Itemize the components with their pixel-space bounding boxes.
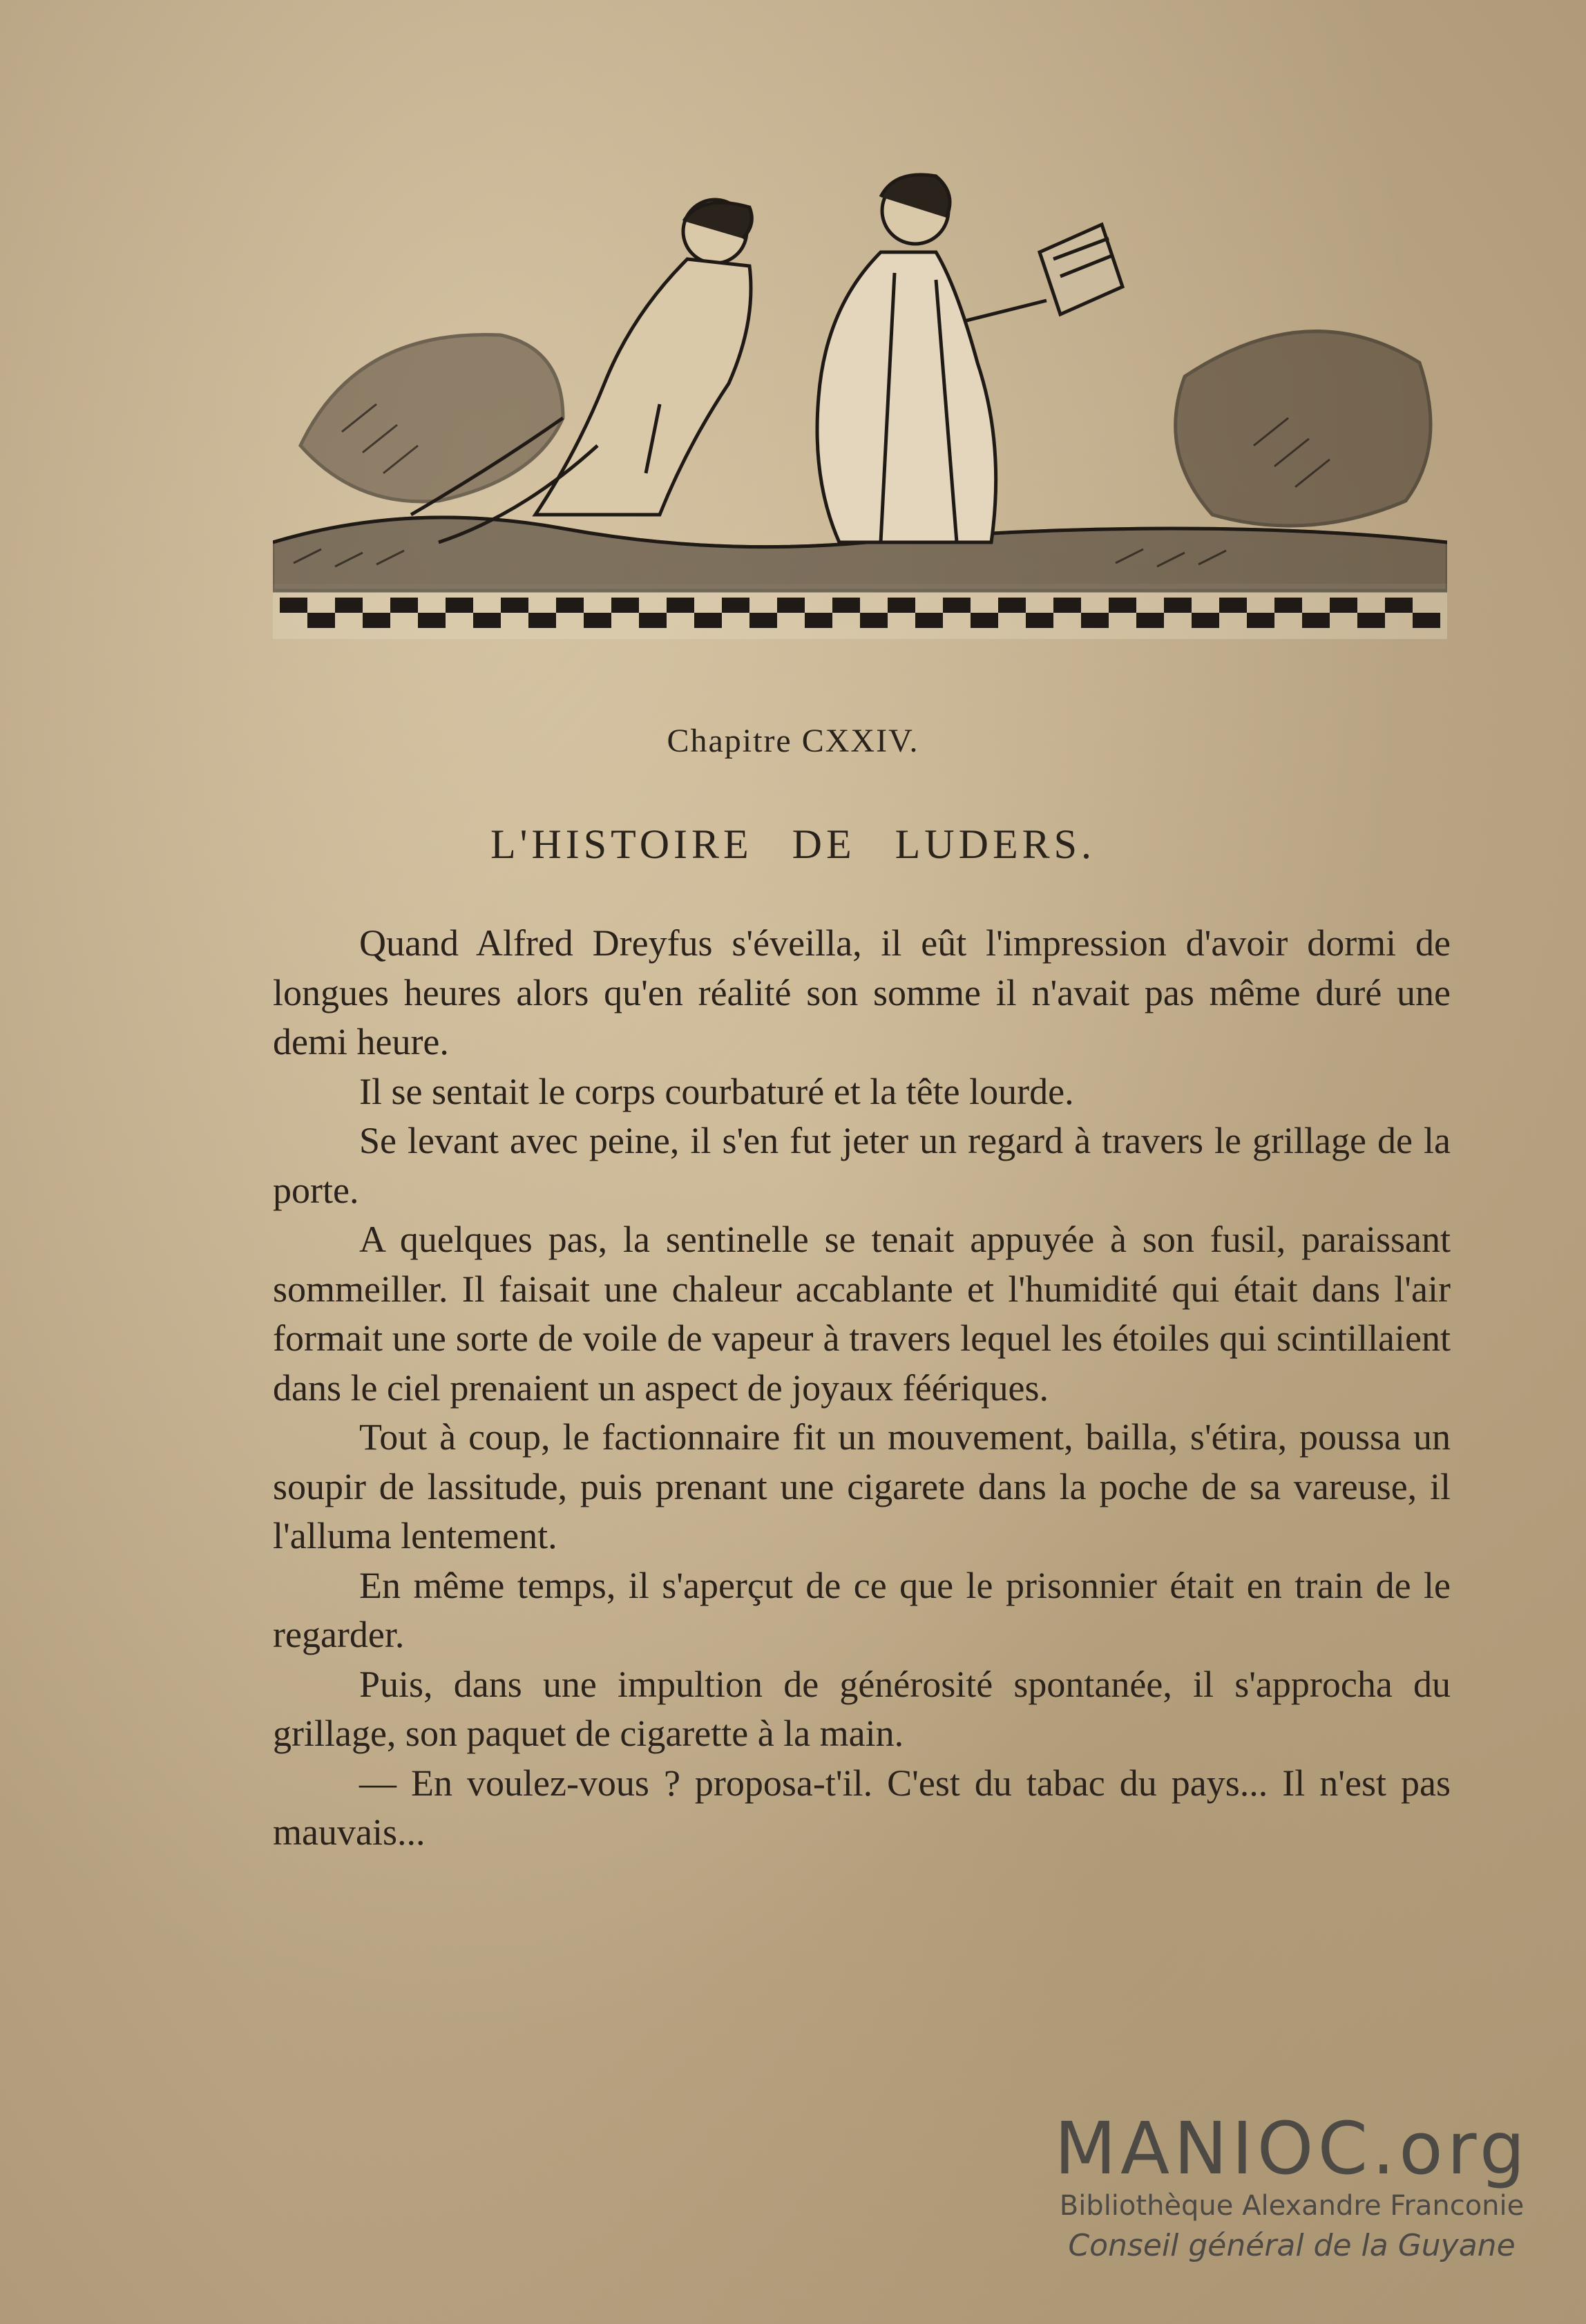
paragraph: Se levant avec peine, il s'en fut jeter un regard à travers le grillage de la porte. [273,1120,1451,1211]
paragraph: Il se sentait le corps courbaturé et la tête lourde. [359,1070,1074,1112]
chapter-header-illustration [273,155,1447,670]
manioc-logo: MANIOC.org [1054,2106,1529,2191]
manioc-watermark [1050,2106,1534,2267]
chapter-body [273,919,1451,1858]
council-name: Conseil général de la Guyane [1068,2228,1516,2263]
library-name: Bibliothèque Alexandre Franconie [1059,2190,1525,2222]
paragraph: En même temps, il s'aperçut de ce que le prisonnier était en train de le regarder. [273,1564,1451,1655]
paragraph: A quelques pas, la sentinelle se tenait appuyée à son fusil, paraissant sommeiller. Il faisait une chaleur accablante et l'humidité qui était dans l'air formait une sorte de voile de vapeur à travers lequel les étoiles qui scintillaient dans le ciel prenaient un aspect de joyaux féériques. [273,1219,1451,1409]
paragraph: Tout à coup, le factionnaire fit un mouvement, bailla, s'étira, poussa un soupir de lassitude, puis prenant une cigarete dans la poche de sa vareuse, il l'alluma lentement. [273,1416,1451,1556]
paragraph: — En voulez-vous ? proposa-t'il. C'est du tabac du pays... Il n'est pas mauvais... [273,1762,1451,1853]
paragraph: Puis, dans une impultion de générosité spontanée, il s'approcha du grillage, son paquet de cigarette à la main. [273,1663,1451,1754]
chapter-title: L'HISTOIRE DE LUDERS. [490,821,1096,867]
chapter-number: Chapitre CXXIV. [667,723,919,759]
reading-woman-figure [817,175,1122,542]
paragraph: Quand Alfred Dreyfus s'éveilla, il eût l'impression d'avoir dormi de longues heures alors qu'en réalité son somme il n'avait pas même duré une demi heure. [273,922,1451,1063]
